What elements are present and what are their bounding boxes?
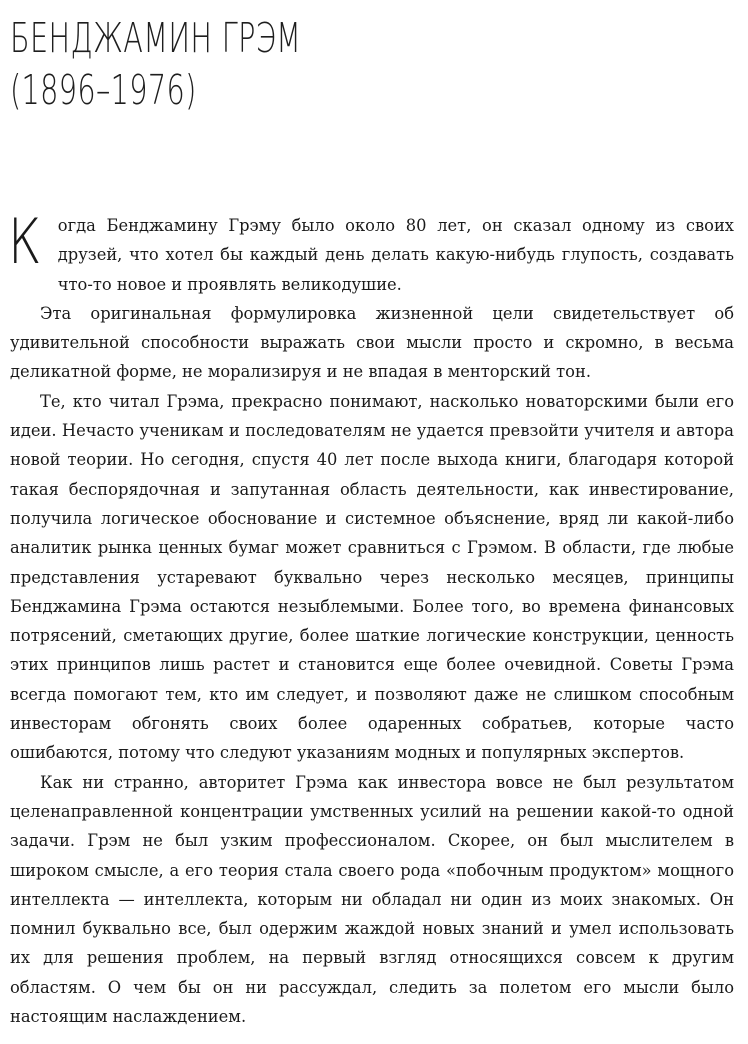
chapter-title (10, 12, 301, 116)
title-years: (1896–1976) (10, 66, 197, 114)
paragraph-1 (8, 205, 734, 299)
article-body (8, 205, 734, 1031)
paragraph-2: Эта оригинальная формулировка жизненной цели свидетельствует об удивительной способности выражать свои мысли просто и скромно, в весьма деликатной форме, не морализируя и не впадая в менторский тон. (10, 303, 734, 382)
drop-cap: К (8, 205, 42, 278)
title-name: БЕНДЖАМИН ГРЭМ (10, 14, 302, 62)
paragraph-1-text: огда Бенджамину Грэму было около 80 лет, он сказал одному из своих друзей, что хотел бы каждый день делать какую-нибудь глупость, создавать что-то новое и проявлять великодушие. (57, 216, 734, 294)
paragraph-4: Как ни странно, авторитет Грэма как инвестора вовсе не был результатом целенаправленной концентрации умственных усилий на решении какой-то одной задачи. Грэм не был узким профессионалом. Скорее, он был мыслителем в широком смысле, а его теория стала своего рода «побочным продуктом» мощного интеллекта — интеллекта, которым ни обладал ни один из моих знакомых. Он помнил буквально все, был одержим жаждой новых знаний и умел использовать их для решения проблем, на первый взгляд относящихся совсем к другим областям. О чем бы он ни рассуждал, следить за полетом его мысли было настоящим наслаждением. (10, 772, 734, 1027)
paragraph-3: Те, кто читал Грэма, прекрасно понимают, насколько новаторскими были его идеи. Нечасто ученикам и последователям не удается превзойти учителя и автора новой теории. Но сегодня, спустя 40 лет после выхода книги, благодаря которой такая беспорядочная и запутанная область деятельности, как инвестирование, получила логическое обоснование и системное объяснение, вряд ли какой-либо аналитик рынка ценных бумаг может сравниться с Грэмом. В области, где любые представления устаревают буквально через несколько месяцев, принципы Бенджамина Грэма остаются незыблемыми. Более того, во времена финансовых потрясений, сметающих другие, более шаткие логические конструкции, ценность этих принципов лишь растет и становится еще более очевидной. Советы Грэма всегда помогают тем, кто им следует, и позволяют даже не слишком способным инвесторам обгонять своих более одаренных собратьев, которые часто ошибаются, потому что следуют указаниям модных и популярных экспертов. (10, 391, 734, 763)
